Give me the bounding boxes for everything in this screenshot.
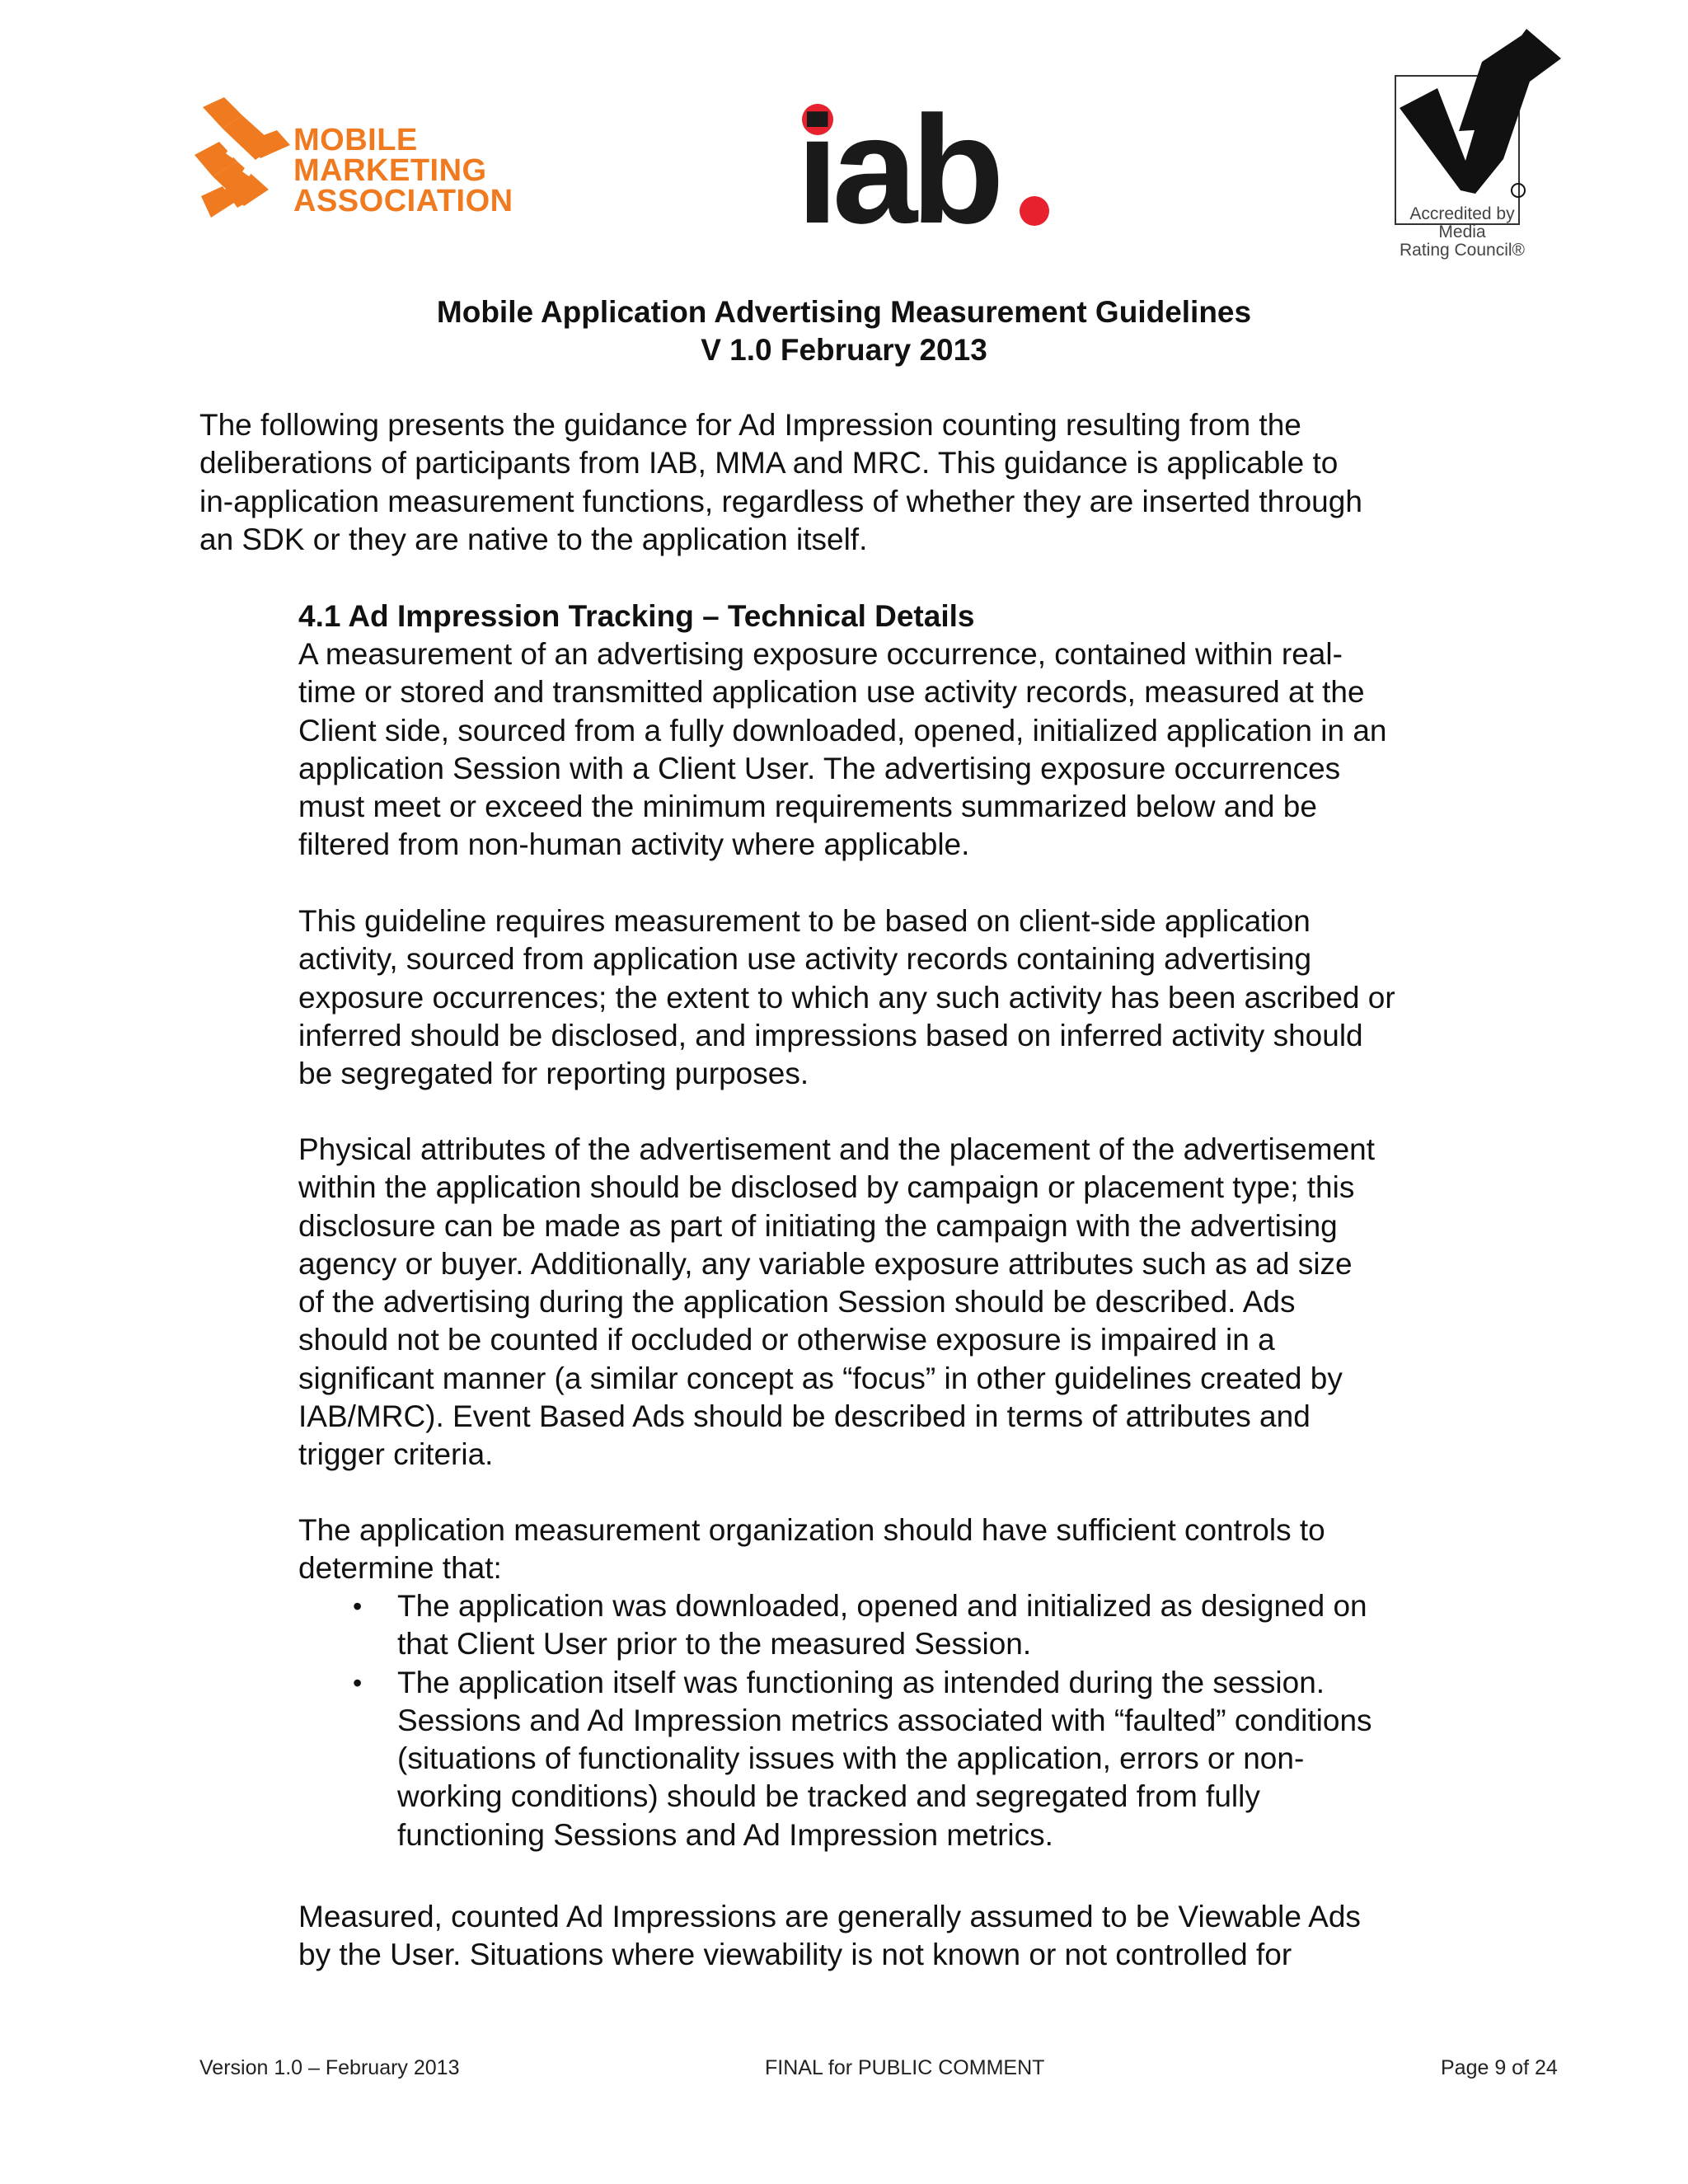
- iab-wordmark-icon: [796, 97, 1060, 237]
- mma-logo-line-2: MARKETING: [293, 153, 487, 188]
- text-line: Measured, counted Ad Impressions are generally assumed to be Viewable Ads: [298, 1900, 1361, 1933]
- iab-wordmark-text: iab: [796, 97, 998, 237]
- iab-logo: [796, 97, 1060, 237]
- footer-status: FINAL for PUBLIC COMMENT: [765, 2056, 1045, 2079]
- text-line: The application itself was functioning as intended during the session.: [397, 1665, 1325, 1699]
- text-line: A measurement of an advertising exposure occurrence, contained within real-: [298, 637, 1343, 671]
- text-line: deliberations of participants from IAB, MMA and MRC. This guidance is applicable to: [199, 446, 1339, 480]
- text-line: determine that:: [298, 1551, 502, 1586]
- text-line: IAB/MRC). Event Based Ads should be described in terms of attributes and: [298, 1399, 1311, 1434]
- paragraph-physical-attributes: [298, 1131, 1375, 1474]
- text-line: within the application should be disclosed by campaign or placement type; this: [298, 1170, 1355, 1205]
- mrc-caption-line-3: Rating Council®: [1399, 241, 1526, 260]
- mrc-caption-line-1: Accredited by: [1409, 204, 1515, 223]
- text-line: exposure occurrences; the extent to which any such activity has been ascribed or: [298, 980, 1395, 1015]
- mrc-checkmark-icon: [1390, 29, 1569, 227]
- text-line: The following presents the guidance for Ad Impression counting resulting from the: [199, 408, 1301, 442]
- text-line: significant manner (a similar concept as “focus” in other guidelines created by: [298, 1361, 1343, 1395]
- text-line: in-application measurement functions, regardless of whether they are inserted through: [199, 484, 1362, 518]
- text-line: must meet or exceed the minimum requirements summarized below and be: [298, 790, 1317, 824]
- text-line: Sessions and Ad Impression metrics associated with “faulted” conditions: [397, 1703, 1372, 1737]
- controls-bullet-list: [298, 1587, 1372, 1854]
- mma-logo-line-1: MOBILE: [293, 123, 418, 157]
- text-line: Physical attributes of the advertisement and the placement of the advertisement: [298, 1132, 1376, 1166]
- iab-dot-icon: [1020, 196, 1049, 226]
- document-version: V 1.0 February 2013: [701, 333, 987, 367]
- mma-mark-icon: [195, 97, 293, 218]
- list-item: [298, 1664, 1372, 1854]
- text-line: by the User. Situations where viewability is not known or not controlled for: [298, 1938, 1292, 1972]
- text-line: activity, sourced from application use activity records containing advertising: [298, 942, 1312, 977]
- text-line: The application was downloaded, opened and initialized as designed on: [397, 1589, 1367, 1623]
- text-line: functioning Sessions and Ad Impression metrics.: [397, 1817, 1053, 1852]
- document-title: Mobile Application Advertising Measurement Guidelines: [436, 295, 1252, 329]
- text-line: working conditions) should be tracked and segregated from fully: [397, 1779, 1260, 1814]
- text-line: trigger criteria.: [298, 1437, 494, 1472]
- media-rating-council-logo: [1390, 29, 1569, 272]
- mrc-caption-line-2: Media: [1438, 223, 1486, 241]
- bullet-icon: •: [353, 1667, 363, 1698]
- text-line: time or stored and transmitted application use activity records, measured at the: [298, 675, 1365, 710]
- intro-paragraph: [199, 406, 1362, 559]
- text-line: The application measurement organization should have sufficient controls to: [298, 1513, 1325, 1547]
- list-item: [298, 1587, 1372, 1664]
- text-line: of the advertising during the application Session should be described. Ads: [298, 1285, 1296, 1319]
- text-line: disclosure can be made as part of initiating the campaign with the advertising: [298, 1208, 1338, 1243]
- text-line: that Client User prior to the measured Session.: [397, 1627, 1032, 1661]
- text-line: filtered from non-human activity where applicable.: [298, 827, 970, 862]
- text-line: be segregated for reporting purposes.: [298, 1057, 809, 1091]
- footer-version: Version 1.0 – February 2013: [199, 2056, 460, 2079]
- mobile-marketing-association-logo: [195, 97, 524, 221]
- text-line: agency or buyer. Additionally, any variable exposure attributes such as ad size: [298, 1246, 1353, 1281]
- text-line: Client side, sourced from a fully downloaded, opened, initialized application in an: [298, 713, 1387, 748]
- text-line: (situations of functionality issues with the application, errors or non-: [397, 1741, 1305, 1776]
- text-line: an SDK or they are native to the application itself.: [199, 522, 868, 556]
- paragraph-definition: [298, 635, 1386, 865]
- paragraph-viewability: [298, 1898, 1361, 1975]
- text-line: should not be counted if occluded or otherwise exposure is impaired in a: [298, 1323, 1275, 1357]
- text-line: inferred should be disclosed, and impressions based on inferred activity should: [298, 1018, 1363, 1052]
- text-line: This guideline requires measurement to be based on client-side application: [298, 904, 1311, 938]
- section-heading: 4.1 Ad Impression Tracking – Technical Details: [298, 599, 975, 633]
- bullet-icon: •: [353, 1591, 363, 1621]
- mma-logo-line-3: ASSOCIATION: [293, 184, 513, 218]
- paragraph-client-side: [298, 902, 1395, 1093]
- text-line: application Session with a Client User. The advertising exposure occurrences: [298, 751, 1341, 785]
- footer-page-number: Page 9 of 24: [1441, 2056, 1558, 2079]
- paragraph-controls: [298, 1511, 1325, 1588]
